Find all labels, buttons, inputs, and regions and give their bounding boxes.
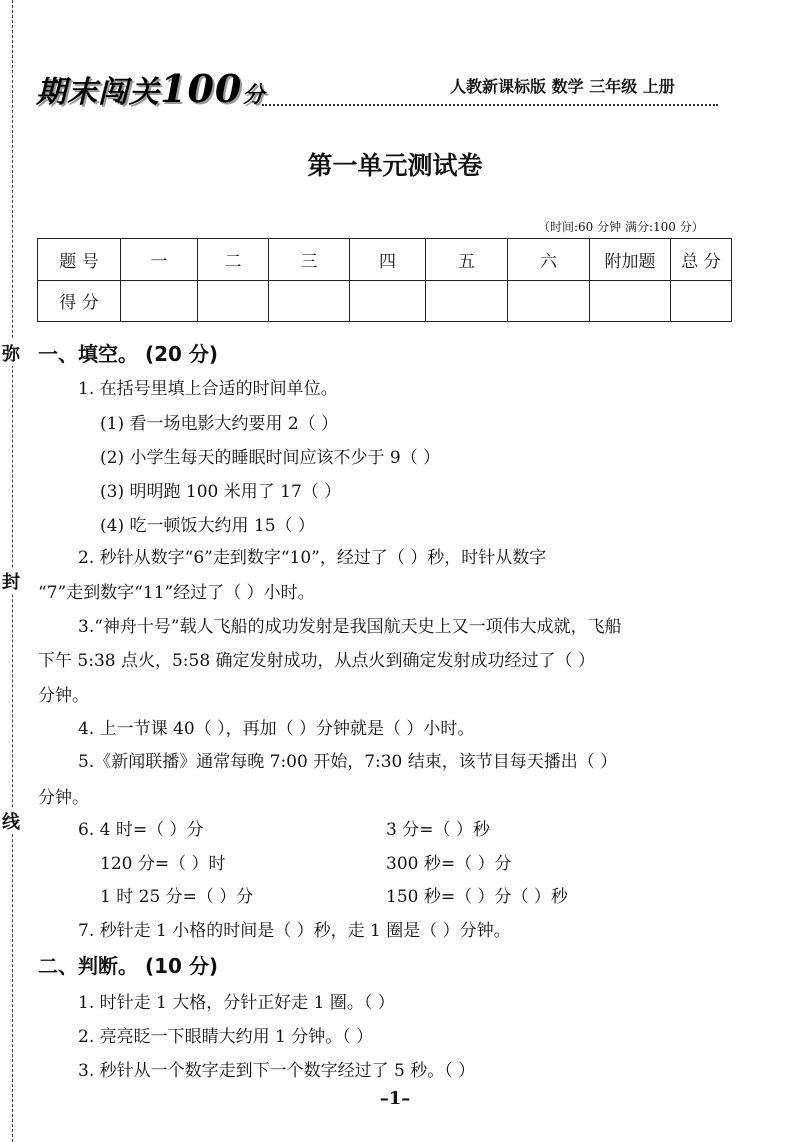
question-line: 3. 秒针从一个数字走到下一个数字经过了 5 秒。（ ） xyxy=(78,1061,476,1081)
binding-char-2: 封 xyxy=(2,568,20,594)
question-line: 2. 亮亮眨一下眼睛大约用 1 分钟。（ ） xyxy=(78,1027,374,1047)
score-input-cell[interactable] xyxy=(350,280,426,322)
score-header-cell: 四 xyxy=(350,239,426,281)
score-input-cell[interactable] xyxy=(198,280,269,322)
page-title: 第一单元测试卷 xyxy=(307,151,483,180)
logo-unit: 分 xyxy=(242,82,266,108)
question-line: 分钟。 xyxy=(38,686,89,706)
question-line: (1) 看一场电影大约要用 2（ ） xyxy=(100,414,339,434)
score-header-cell: 题 号 xyxy=(38,239,121,281)
score-header-cell: 五 xyxy=(426,239,508,281)
question-line: 5.《新闻联播》通常每晚 7:00 开始，7:30 结束，该节目每天播出（ ） xyxy=(78,752,618,772)
question-line: “7”走到数字“11”经过了（ ）小时。 xyxy=(38,583,315,603)
score-row-label: 得 分 xyxy=(38,280,121,322)
logo-text: 期末闯关 xyxy=(36,75,160,110)
question-line: 分钟。 xyxy=(38,788,89,808)
conversion-right: 300 秒=（ ）分 xyxy=(386,854,512,874)
score-header-cell: 总 分 xyxy=(671,239,732,281)
question-line: (2) 小学生每天的睡眠时间应该不少于 9（ ） xyxy=(100,448,441,468)
score-table-header-row xyxy=(38,239,732,281)
conversion-right: 150 秒=（ ）分（ ）秒 xyxy=(386,887,568,907)
question-line: (3) 明明跑 100 米用了 17（ ） xyxy=(100,482,342,502)
conversion-left: 1 时 25 分=（ ）分 xyxy=(100,887,254,907)
header-dotted-rule xyxy=(262,104,718,106)
edition-label: 人教新课标版 数学 三年级 上册 xyxy=(450,77,675,96)
question-line: 4. 上一节课 40（ ），再加（ ）分钟就是（ ）小时。 xyxy=(78,719,475,739)
score-input-cell[interactable] xyxy=(590,280,671,322)
question-line: 3.“神舟十号”载人飞船的成功发射是我国航天史上又一项伟大成就，飞船 xyxy=(78,617,622,637)
score-input-cell[interactable] xyxy=(508,280,590,322)
score-header-cell: 一 xyxy=(121,239,198,281)
question-line: 1. 在括号里填上合适的时间单位。 xyxy=(78,379,338,399)
score-header-cell: 附加题 xyxy=(590,239,671,281)
time-and-score-info: （时间:60 分钟 满分:100 分） xyxy=(538,220,704,234)
conversion-left: 6. 4 时=（ ）分 xyxy=(78,820,204,840)
section-heading-true-false: 二、判断。 (10 分) xyxy=(38,954,219,978)
question-line: 2. 秒针从数字“6”走到数字“10”，经过了（ ）秒，时针从数字 xyxy=(78,548,547,568)
score-input-cell[interactable] xyxy=(269,280,350,322)
score-table-score-row xyxy=(38,280,732,322)
score-input-cell[interactable] xyxy=(426,280,508,322)
binding-char-3: 线 xyxy=(2,808,20,834)
section-heading-fill-blank: 一、填空。 (20 分) xyxy=(38,342,219,366)
question-line: (4) 吃一顿饭大约用 15（ ） xyxy=(100,516,315,536)
conversion-right: 3 分=（ ）秒 xyxy=(386,820,490,840)
question-line: 1. 时针走 1 大格，分针正好走 1 圈。（ ） xyxy=(78,993,395,1013)
question-line: 下午 5:38 点火，5:58 确定发射成功，从点火到确定发射成功经过了（ ） xyxy=(38,651,595,671)
score-header-cell: 二 xyxy=(198,239,269,281)
score-input-cell[interactable] xyxy=(671,280,732,322)
score-input-cell[interactable] xyxy=(121,280,198,322)
score-header-cell: 三 xyxy=(269,239,350,281)
binding-char-1: 弥 xyxy=(2,340,20,366)
question-line: 7. 秒针走 1 小格的时间是（ ）秒，走 1 圈是（ ）分钟。 xyxy=(78,921,511,941)
page-number: –1– xyxy=(379,1088,411,1109)
logo-number: 100 xyxy=(160,66,243,111)
score-table xyxy=(37,238,732,322)
series-logo xyxy=(36,66,265,111)
score-header-cell: 六 xyxy=(508,239,590,281)
conversion-left: 120 分=（ ）时 xyxy=(100,854,226,874)
